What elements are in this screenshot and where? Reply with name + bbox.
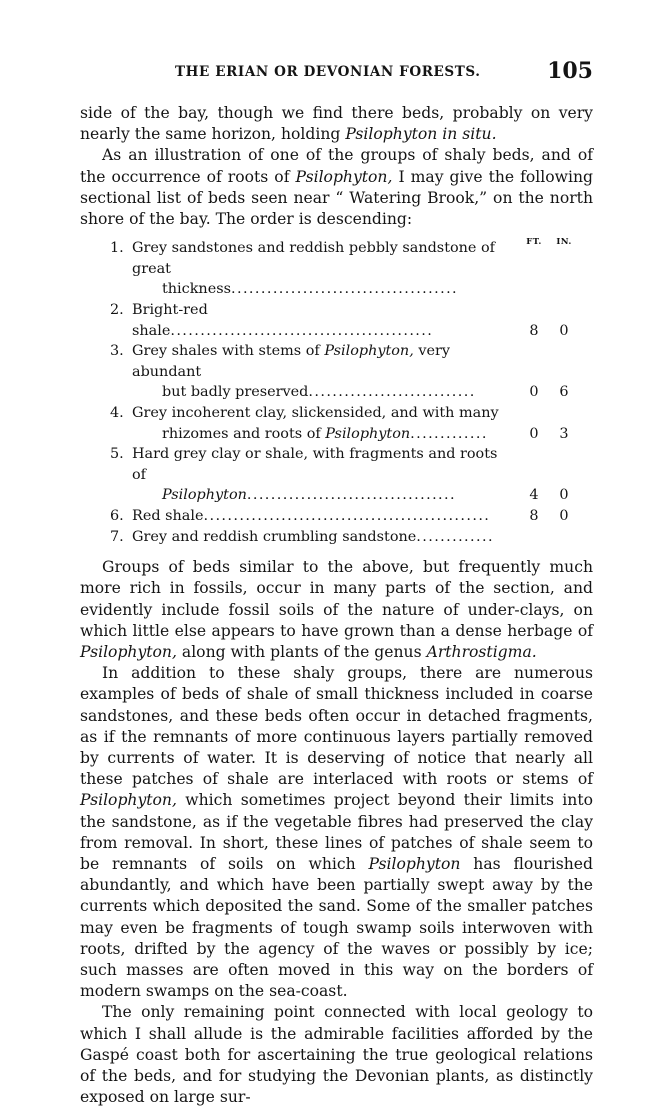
text-run: Groups of beds similar to the above, but frequently much more rich in fossils, occur in many parts of the section, and evidently include fossil soils of the nature of under-clays, on which little else appears to have grown than a dense herbage of	[80, 558, 593, 640]
paragraph-4	[80, 663, 593, 1002]
bed-item	[80, 527, 593, 548]
dot-leader: ...................................	[246, 487, 456, 504]
bed-description-continued	[132, 485, 509, 506]
thickness-feet: 8	[529, 322, 539, 339]
bed-description: Grey incoherent clay, slickensided, and with many	[132, 404, 499, 421]
thickness-inches: 3	[559, 425, 569, 442]
italic-term: Psilophyton,	[80, 642, 177, 661]
thickness-inches: 0	[559, 487, 569, 504]
thickness-inches: 6	[559, 384, 569, 401]
page-number: 105	[547, 58, 593, 84]
italic-term: Psilophyton,	[324, 343, 414, 360]
text-run: but badly preserved	[162, 384, 309, 401]
thickness-inches: 0	[559, 507, 569, 524]
bed-number: 7.	[110, 528, 124, 545]
paragraph-5: The only remaining point connected with local geology to which I shall allude is the admirable facilities afforded by the Gaspé coast both for ascertaining the true geological relations of the beds, and for studying the Devonian plants, as distinctly exposed on large sur-	[80, 1003, 593, 1107]
text-run: rhizomes and roots of	[162, 425, 326, 442]
bed-number: 4.	[110, 404, 124, 421]
bed-item	[80, 341, 593, 403]
bed-number: 6.	[110, 507, 124, 524]
thickness-feet: 8	[529, 507, 539, 524]
text-run: As an illustration of one of the groups of shaly beds, and of the occurrence of roots of	[80, 146, 593, 186]
text-run: I may give the following sectional list of beds seen near “ Watering Brook,” on the north shore of the bay. The order is descending:	[80, 167, 594, 229]
dot-leader: ................................................	[203, 507, 491, 524]
running-head: THE ERIAN OR DEVONIAN FORESTS.	[175, 64, 481, 80]
text-run: which sometimes project beyond their limits into the sandstone, as if the vegetable fibres had preserved the clay from removal. In short, these lines of patches of shale seem to be remnants of soils on which	[80, 791, 593, 873]
bed-number: 2.	[110, 302, 124, 318]
body-text	[80, 103, 593, 1108]
thickness-inches: 0	[559, 322, 569, 339]
text-run: Grey shales with stems of	[132, 343, 325, 360]
dot-leader: ............................................	[170, 322, 434, 339]
italic-term: Arthrostigma.	[426, 642, 537, 661]
paragraph-1	[80, 103, 593, 145]
bed-description-continued	[132, 382, 509, 403]
paragraph-2	[80, 145, 593, 230]
bed-number: 3.	[110, 343, 124, 360]
bed-number: 1.	[110, 240, 124, 257]
bed-item	[80, 238, 593, 300]
italic-term: Psilophyton,	[80, 791, 177, 810]
italic-term: Psilophyton in situ.	[345, 125, 497, 144]
bed-item	[80, 506, 593, 527]
bed-description: Hard grey clay or shale, with fragments and roots of	[132, 446, 498, 483]
thickness-feet: 4	[529, 487, 539, 504]
paragraph-3	[80, 557, 593, 663]
dot-leader: .............	[410, 425, 488, 442]
text-run: In addition to these shaly groups, there are numerous examples of beds of shale of small thickness included in coarse sandstones, and these beds often occur in detached fragments, as if the remnants of more continuous layers partially removed by currents of water. It is deserving of notice that nearly all these patches of shale are interlaced with roots or stems of	[80, 664, 593, 789]
page-header	[80, 58, 593, 88]
dot-leader: ............................	[308, 384, 476, 401]
italic-term: Psilophyton	[325, 425, 411, 442]
bed-description: Red shale	[132, 507, 204, 524]
text-run: side of the bay, though we find there beds, probably on very nearly the same horizon, holding	[80, 104, 593, 144]
italic-term: Psilophyton,	[295, 167, 393, 186]
text-run: along with plants of the genus	[176, 642, 427, 661]
bed-description	[132, 343, 450, 380]
italic-term: Psilophyton	[162, 487, 247, 504]
bed-description: Grey and reddish crumbling sandstone	[132, 528, 417, 545]
bed-item	[80, 300, 593, 341]
bed-item	[80, 444, 593, 506]
bed-item	[80, 403, 593, 444]
bed-number: 5.	[110, 446, 124, 463]
bed-list	[80, 238, 593, 547]
thickness-feet: 0	[529, 425, 539, 442]
bed-description: Grey sandstones and reddish pebbly sandstone of great	[132, 240, 495, 277]
bed-description: Bright-red shale	[132, 302, 208, 339]
dot-leader: ......................................	[231, 281, 459, 298]
col-heading-ft: FT.	[526, 237, 542, 248]
text-run: has flourished abundantly, and which have been partially swept away by the currents which deposited the sand. Some of the smaller patches may even be fragments of tough swamp soils interwoven with roots, drifted by the agency of the waves or possibly by ice; such masses are often moved in this way on the borders of modern swamps on the sea-coast.	[80, 854, 593, 1001]
italic-term: Psilophyton	[368, 854, 461, 873]
col-heading-in: IN.	[556, 237, 572, 248]
bed-description-continued	[132, 424, 509, 445]
text-run: thickness	[162, 281, 231, 298]
thickness-feet: 0	[529, 384, 539, 401]
text-run: very abundant	[132, 343, 450, 380]
bed-description-continued	[132, 279, 509, 300]
dot-leader: .............	[416, 528, 494, 545]
